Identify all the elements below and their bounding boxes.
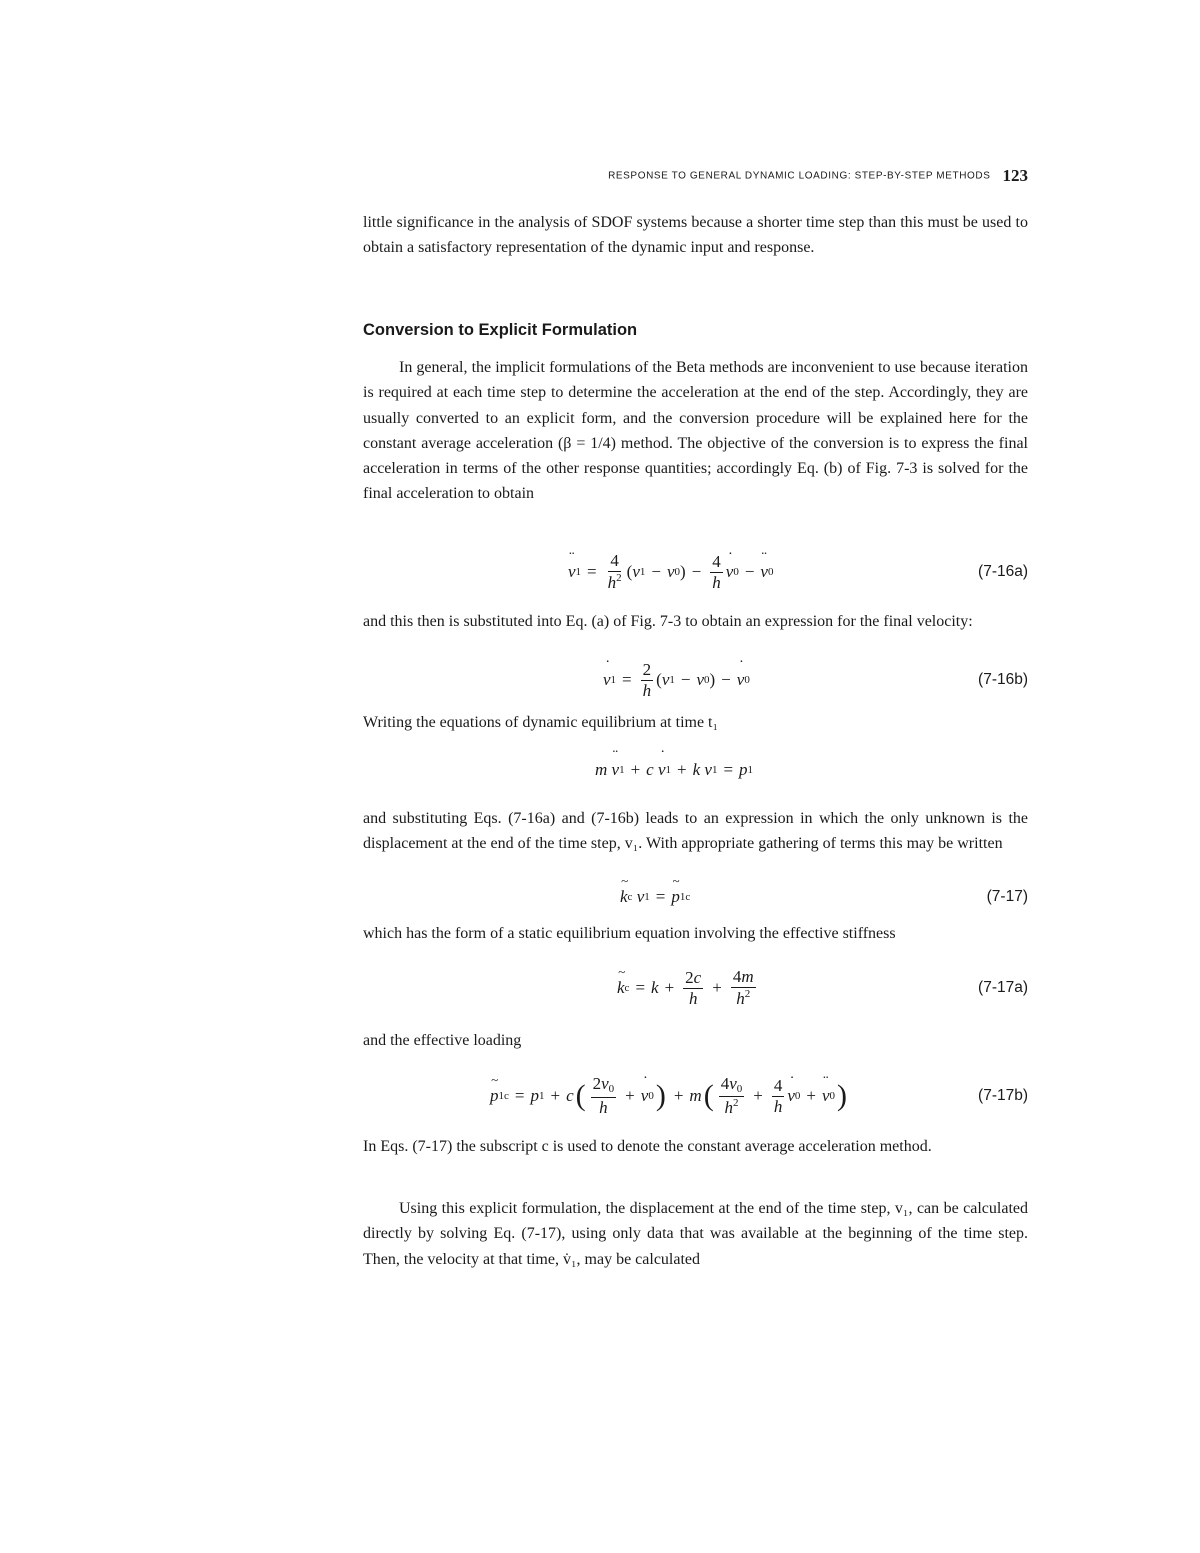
paragraph-text: Writing the equations of dynamic equilibrium at time t₁ — [363, 714, 719, 731]
equation-number: (7-16b) — [978, 671, 1028, 688]
paragraph-using — [363, 1196, 1028, 1272]
paragraph-text: and substituting Eqs. (7-16a) and (7-16b) leads to an expression in which the only unknown is the displacement at the end of the time step, v₁. With appropriate gathering of terms this may be written — [363, 810, 1028, 853]
running-head — [560, 166, 1028, 186]
paragraph-substituting — [363, 806, 1028, 857]
paragraph-text: In Eqs. (7-17) the subscript c is used to denote the constant average acceleration method. — [363, 1138, 932, 1155]
equation-body: ~ k c v 1 = ~ p 1c — [620, 867, 690, 927]
section-heading-text: Conversion to Explicit Formulation — [363, 321, 638, 339]
equation-number: (7-17) — [986, 888, 1028, 905]
paragraph-writing — [363, 710, 1028, 735]
paragraph-text: which has the form of a static equilibrium equation involving the effective stiffness — [363, 925, 896, 942]
paragraph-loading — [363, 1028, 1028, 1053]
paragraph-static — [363, 921, 1028, 946]
equation-7-17b — [363, 1066, 1028, 1126]
equation-7-17a — [363, 958, 1028, 1018]
equation-body: ~ k c = k + $\frac{2c}{h}$ + $\frac{4m}{h^2}$ — [617, 958, 759, 1018]
equation-7-17 — [363, 867, 1028, 927]
paragraph-subscript — [363, 1134, 1028, 1159]
paragraph-text: Using this explicit formulation, the displacement at the end of the time step, v₁, can be calculated directly by solving Eq. (7-17), using only data that was available at the beginning of the time step. Then, the velocity at that time, v̇₁, may be calculated — [363, 1200, 1028, 1268]
paragraph-substituted — [363, 609, 1028, 634]
equation-number: (7-17a) — [978, 979, 1028, 996]
section-heading — [363, 321, 1028, 340]
paragraph-text: little significance in the analysis of SDOF systems because a shorter time step than this must be used to obtain a satisfactory representation of the dynamic input and response. — [363, 214, 1028, 257]
paragraph-intro — [363, 210, 1028, 261]
equation-body: ˙ v 1 = $\frac{2}{h}$ ( v 1 − v 0 ) − ˙ v 0 — [603, 650, 750, 710]
equation-equilibrium — [363, 740, 1028, 800]
paragraph-text: In general, the implicit formulations of the Beta methods are inconvenient to use because iteration is required at each time step to determine the acceleration at the end of the step. Accordingly, they are usually converted to an explicit form, and the conversion procedure will be explained here for the constant average acceleration (β = 1/4) method. The objective of the conversion is to express the final acceleration in terms of the other response quantities; accordingly Eq. (b) of Fig. 7-3 is solved for the final acceleration to obtain — [363, 359, 1028, 503]
equation-7-16b — [363, 650, 1028, 710]
paragraph-general — [363, 355, 1028, 507]
equation-body: ¨ v 1 = $\frac{4}{h^2}$ ( v 1 − v 0 ) − $\frac{4}{h}$ ˙ v 0 − ¨ v 0 — [568, 542, 773, 602]
equation-number: (7-16a) — [978, 563, 1028, 580]
paragraph-text: and this then is substituted into Eq. (a) of Fig. 7-3 to obtain an expression for the final velocity: — [363, 613, 973, 630]
running-head-title: RESPONSE TO GENERAL DYNAMIC LOADING: STEP-BY-STEP METHODS — [608, 170, 991, 182]
paragraph-text: and the effective loading — [363, 1032, 522, 1049]
equation-body: m ¨ v 1 + c ˙ v 1 + k v 1 = p 1 — [595, 740, 753, 800]
page-number: 123 — [1002, 166, 1028, 185]
equation-7-16a — [363, 542, 1028, 602]
equation-body: ~ p 1c = p 1 + c ( $\frac{2v_0}{h}$ + ˙ v 0 ) + m ( $\frac{4v_0}{h^2}$ + $\frac{4}{h}$ ˙ v 0 + ¨ v 0 ) — [490, 1066, 849, 1126]
equation-number: (7-17b) — [978, 1087, 1028, 1104]
